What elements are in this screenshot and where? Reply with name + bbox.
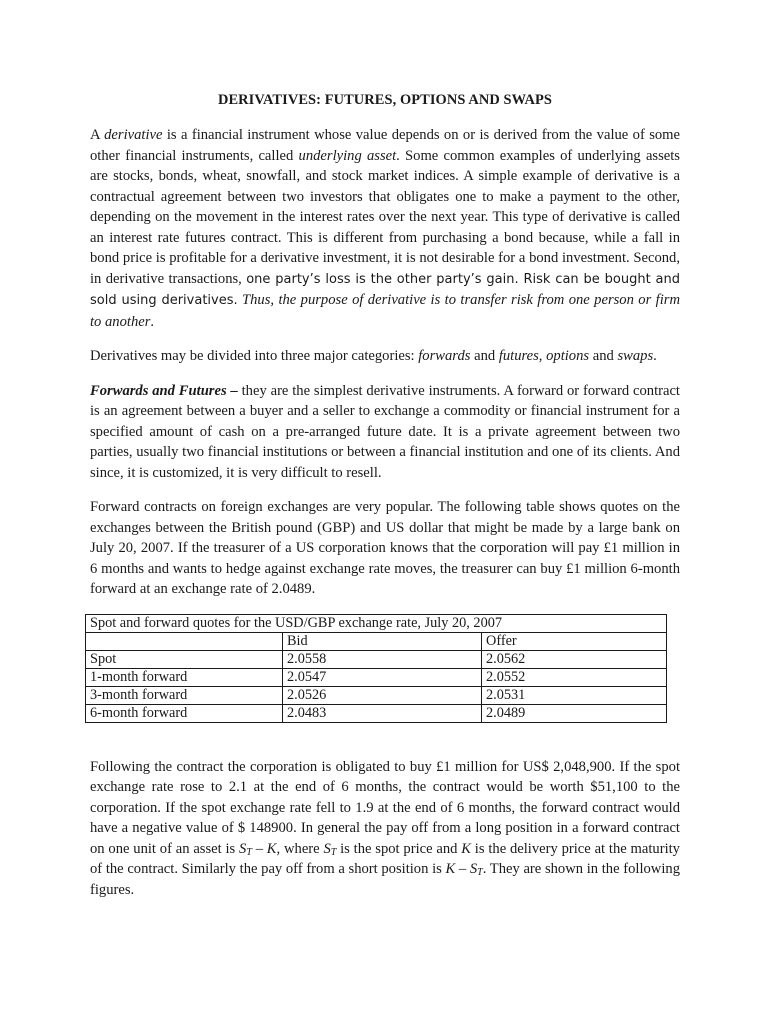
symbol-spot-price: $S_T$: [323, 840, 337, 858]
table-cell: 1-month forward: [86, 668, 283, 686]
text-run: is a financial instrument whose value depends on or is derived from the value of some other financial instruments, called: [90, 127, 680, 164]
section-lead-forwards-futures: Forwards and Futures –: [90, 382, 238, 399]
term-derivative: derivative: [104, 127, 163, 143]
table-cell: Spot: [86, 650, 283, 668]
paragraph-forwards-futures: [90, 381, 680, 484]
table-caption: Spot and forward quotes for the USD/GBP exchange rate, July 20, 2007: [86, 614, 667, 632]
table-cell: 2.0547: [283, 668, 482, 686]
text-run: is the spot price and: [336, 840, 462, 857]
text-run: . Some common examples of underlying assets are stocks, bonds, wheat, snowfall, and stock market indices. A simple example of derivative is a contractual agreement between two investors that obligates one to make a payment to the other, depending on the movement in the interest rates over the next year. This type of derivative is called an interest rate futures contract. This is different from purchasing a bond because, while a fall in bond price is profitable for a derivative investment, it is not desirable for a bond investment. Second, in derivative transactions,: [90, 147, 680, 287]
table-cell: 2.0552: [482, 668, 667, 686]
text-run: A: [90, 127, 105, 143]
table-header-bid: Bid: [283, 632, 482, 650]
table-cell: 2.0526: [283, 686, 482, 704]
text-run: –: [251, 840, 267, 857]
page-title: DERIVATIVES: FUTURES, OPTIONS AND SWAPS: [217, 92, 553, 108]
text-run: Following the contract the corporation is obligated to buy £1 million for US$ 2,048,900. If the spot exchange rate rose to 2.1 at the end of 6 months, the contract would be worth $51,100 to the corporation. If the spot exchange rate fell to 1.9 at the end of 6 months, the forward contract would have a negative value of $ 148900. In general the pay off from a long position in a forward contract on one unit of an asset is: [90, 758, 680, 857]
table-row: [86, 650, 667, 668]
paragraph-forward-contracts: Forward contracts on foreign exchanges are very popular. The following table shows quotes on the exchanges between the British pound (GBP) and US dollar that might be made by a large bank on July 20, 2007. If the treasurer of a US corporation knows that the corporation will pay £1 million in 6 months and wants to hedge against exchange rate moves, the treasurer can buy £1 million 6-month forward at an exchange rate of 2.0489.: [90, 499, 680, 597]
text-run: and: [470, 348, 499, 364]
purpose-statement: Thus, the purpose of derivative is to transfer risk from one person or firm to another: [90, 292, 680, 330]
table-row: [86, 704, 667, 722]
text-run: Derivatives may be divided into three major categories:: [90, 348, 419, 364]
text-run: and: [589, 348, 618, 364]
table-cell: 2.0489: [482, 704, 667, 722]
term-forwards: forwards: [418, 348, 471, 364]
table-cell: 2.0558: [283, 650, 482, 668]
symbol-spot-price: $S_T$: [469, 861, 483, 878]
table-caption-row: [86, 614, 667, 632]
text-run: .: [653, 348, 657, 364]
text-run: .: [150, 313, 155, 330]
table-row: [86, 686, 667, 704]
symbol-delivery-price: K: [266, 840, 277, 857]
paragraph-payoff: [90, 757, 680, 901]
table-header-offer: Offer: [482, 632, 667, 650]
symbol-delivery-price: K: [461, 840, 471, 857]
quotes-table: [85, 614, 667, 723]
table-header-cell: [86, 632, 283, 650]
symbol-delivery-price: K: [445, 861, 456, 877]
table-cell: 2.0562: [482, 650, 667, 668]
text-run: they are the simplest derivative instruments. A forward or forward contract is an agreement between a buyer and a seller to exchange a commodity or financial instrument for a specified amount of cash on a pre-arranged future date. It is a private agreement between two parties, usually two financial institutions or between a financial institution and one of its clients. And since, it is customized, it is very difficult to resell.: [90, 382, 680, 481]
text-run: . They are shown in the following figures.: [90, 861, 680, 898]
paragraph-categories: [90, 346, 680, 367]
table-cell: 3-month forward: [86, 686, 283, 704]
symbol-spot-price: $S_T$: [239, 840, 252, 858]
table-row: [86, 668, 667, 686]
text-run: is the delivery price at the maturity of the contract. Similarly the pay off from a short position is: [90, 840, 680, 877]
text-run: , where: [276, 840, 324, 857]
table-cell: 2.0531: [482, 686, 667, 704]
text-run: –: [455, 861, 470, 877]
paragraph-derivative-definition: [90, 125, 680, 332]
table-cell: 2.0483: [283, 704, 482, 722]
term-swaps: swaps: [617, 348, 654, 364]
text-run-sans: one party’s loss is the other party’s gain. Risk can be bought and sold using derivatives.: [90, 271, 680, 308]
table-cell: 6-month forward: [86, 704, 283, 722]
term-futures-options: futures, options: [498, 348, 590, 364]
term-underlying-asset: underlying asset: [298, 147, 397, 164]
table-header-row: [86, 632, 667, 650]
